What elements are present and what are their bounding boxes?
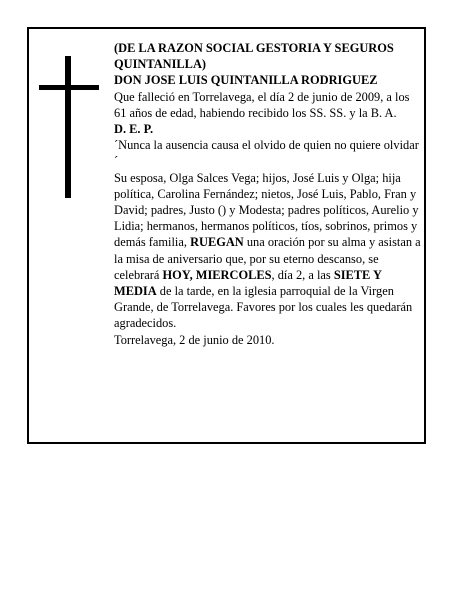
place-date: Torrelavega, 2 de junio de 2010. — [114, 332, 275, 347]
cross-icon — [39, 56, 99, 198]
obituary-notice-frame — [27, 27, 426, 444]
deceased-name: DON JOSE LUIS QUINTANILLA RODRIGUEZ — [114, 73, 378, 88]
family-text: Su esposa, Olga Salces Vega; hijos, José Luis y Olga; hija política, Carolina Fernández; nietos, José Luis, Pablo, Fran y David; padres, Justo () y Modesta; padres políticos, Aurelio y Lidia; hermanos, hermanos políticos, tíos, sobrinos, primos y demás familia, — [114, 170, 419, 250]
company-heading: (DE LA RAZON SOCIAL GESTORIA Y SEGUROS QUINTANILLA) — [114, 41, 394, 72]
memorial-quote: ´Nunca la ausencia causa el olvido de quien no quiere olvidar´ — [114, 138, 419, 169]
time-label: SIETE Y MEDIA — [114, 267, 382, 299]
family-paragraph — [114, 170, 421, 332]
dep-label: D. E. P. — [114, 122, 154, 137]
ruegan-label: RUEGAN — [190, 235, 244, 250]
day-text: , día 2, a las — [271, 267, 334, 282]
cross-horizontal-bar — [39, 85, 99, 90]
day-label: HOY, MIERCOLES — [162, 267, 272, 282]
death-statement: Que falleció en Torrelavega, el día 2 de junio de 2009, a los 61 años de edad, habiendo recibido los SS. SS. y la B. A. — [114, 89, 410, 120]
cross-vertical-bar — [65, 56, 71, 198]
notice-content — [114, 40, 421, 348]
closing-text: de la tarde, en la iglesia parroquial de la Virgen Grande, de Torrelavega. Favores por los cuales les quedarán agradecidos. — [114, 284, 413, 331]
request-text: una oración por su alma y asistan a la misa de aniversario que, por su eterno descanso, se celebrará — [114, 235, 421, 282]
